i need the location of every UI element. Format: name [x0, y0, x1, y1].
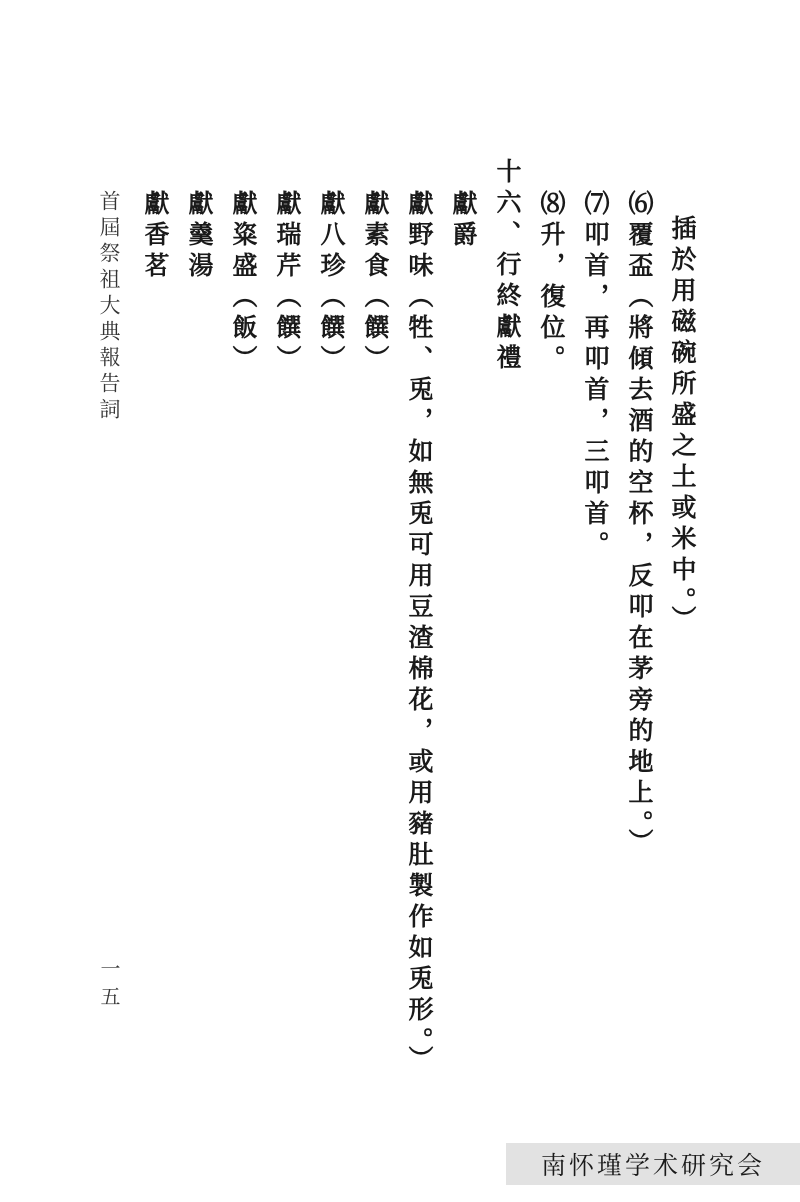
page-number: 一五	[97, 958, 121, 1014]
text-column-12: 獻羹湯	[185, 190, 214, 283]
text-column-13: 獻香茗	[141, 190, 170, 283]
text-column-10: 獻瑞芹（饌）	[273, 190, 302, 376]
text-column-7: 獻野味（牲、兎，如無兎可用豆渣棉花，或用豬肚製作如兎形。）	[405, 190, 434, 1077]
text-column-3: ⑺叩首，再叩首，三叩首。	[581, 190, 610, 562]
running-title: 首屆祭祖大典報告詞	[97, 190, 121, 424]
section-heading: 十六、行終獻禮	[493, 158, 522, 375]
watermark-label: 南怀瑾学术研究会	[506, 1143, 800, 1185]
text-column-1: 插於用磁碗所盛之土或米中。）	[668, 215, 697, 637]
text-column-6: 獻爵	[449, 190, 478, 252]
text-column-4: ⑻升，復位。	[537, 190, 566, 376]
text-column-9: 獻八珍（饌）	[317, 190, 346, 376]
text-column-11: 獻粢盛（飯）	[229, 190, 258, 376]
text-column-2: ⑹覆盃（將傾去酒的空杯，反叩在茅旁的地上。）	[625, 190, 654, 860]
text-column-8: 獻素食（饌）	[361, 190, 390, 376]
